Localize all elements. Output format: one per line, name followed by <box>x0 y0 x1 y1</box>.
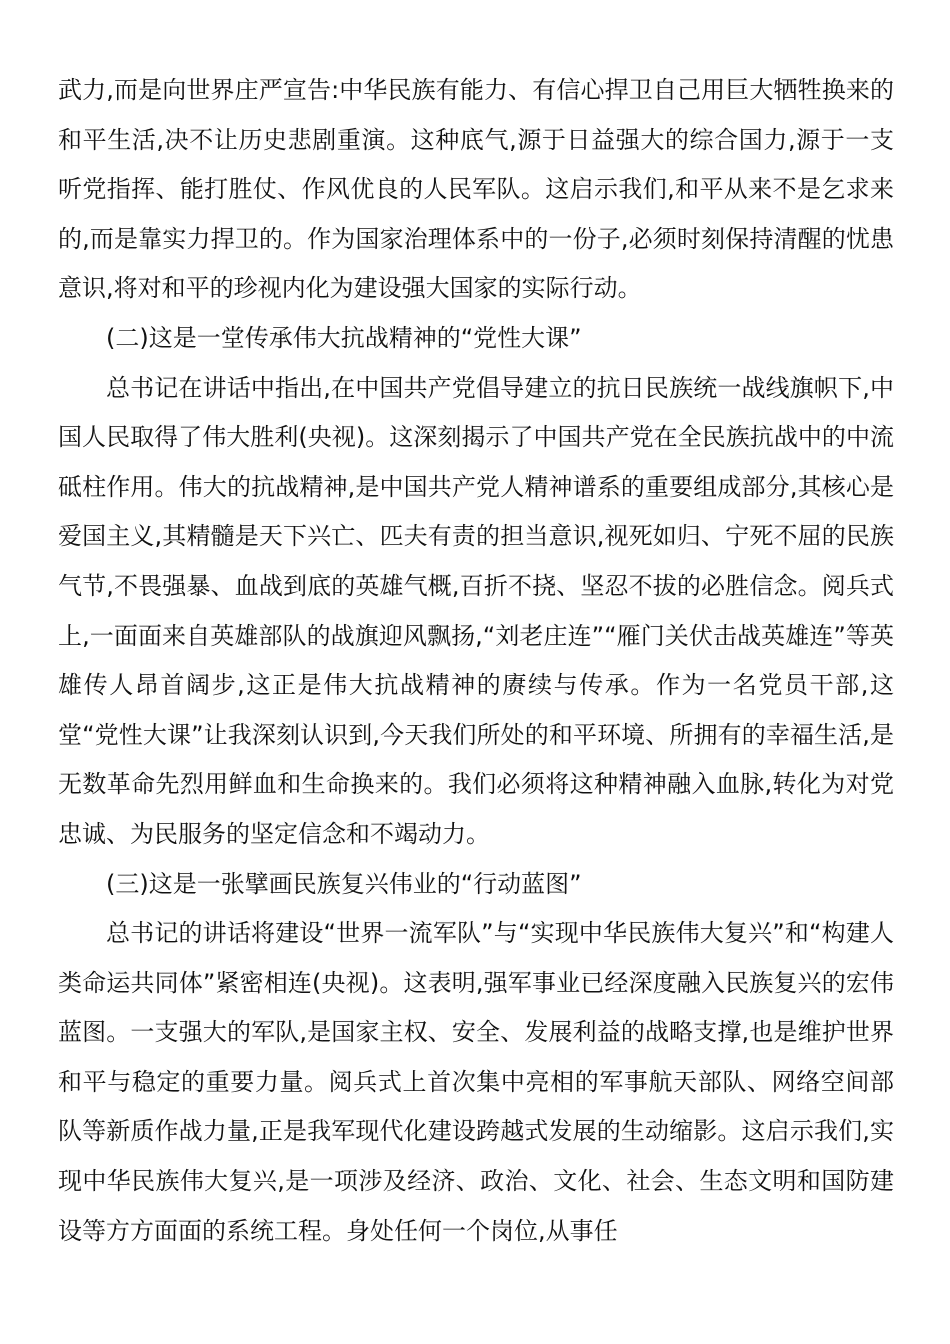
section-heading-3: (三)这是一张擘画民族复兴伟业的“行动蓝图” <box>106 869 582 898</box>
body-text <box>58 66 894 1256</box>
paragraph-section-2: 总书记在讲话中指出,在中国共产党倡导建立的抗日民族统一战线旗帜下,中国人民取得了伟大胜利(央视)。这深刻揭示了中国共产党在全民族抗战中的中流砥柱作用。伟大的抗战精神,是中国共产党人精神谱系的重要组成部分,其核心是爱国主义,其精髓是天下兴亡、匹夫有责的担当意识,视死如归、宁死不屈的民族气节,不畏强暴、血战到底的英雄气概,百折不挠、坚忍不拔的必胜信念。阅兵式上,一面面来自英雄部队的战旗迎风飘扬,“刘老庄连”“雁门关伏击战英雄连”等英雄传人昂首阔步,这正是伟大抗战精神的赓续与传承。作为一名党员干部,这堂“党性大课”让我深刻认识到,今天我们所处的和平环境、所拥有的幸福生活,是无数革命先烈用鲜血和生命换来的。我们必须将这种精神融入血脉,转化为对党忠诚、为民服务的坚定信念和不竭动力。 <box>58 373 894 848</box>
paragraph-continuation: 武力,而是向世界庄严宣告:中华民族有能力、有信心捍卫自己用巨大牺牲换来的和平生活,决不让历史悲剧重演。这种底气,源于日益强大的综合国力,源于一支听党指挥、能打胜仗、作风优良的人民军队。这启示我们,和平从来不是乞求来的,而是靠实力捍卫的。作为国家治理体系中的一份子,必须时刻保持清醒的忧患意识,将对和平的珍视内化为建设强大国家的实际行动。 <box>58 76 894 303</box>
section-heading-2: (二)这是一堂传承伟大抗战精神的“党性大课” <box>106 323 582 352</box>
paragraph-section-3: 总书记的讲话将建设“世界一流军队”与“实现中华民族伟大复兴”和“构建人类命运共同体”紧密相连(央视)。这表明,强军事业已经深度融入民族复兴的宏伟蓝图。一支强大的军队,是国家主权、安全、发展利益的战略支撑,也是维护世界和平与稳定的重要力量。阅兵式上首次集中亮相的军事航天部队、网络空间部队等新质作战力量,正是我军现代化建设跨越式发展的生动缩影。这启示我们,实现中华民族伟大复兴,是一项涉及经济、政治、文化、社会、生态文明和国防建设等方方面面的系统工程。身处任何一个岗位,从事任 <box>58 919 894 1245</box>
